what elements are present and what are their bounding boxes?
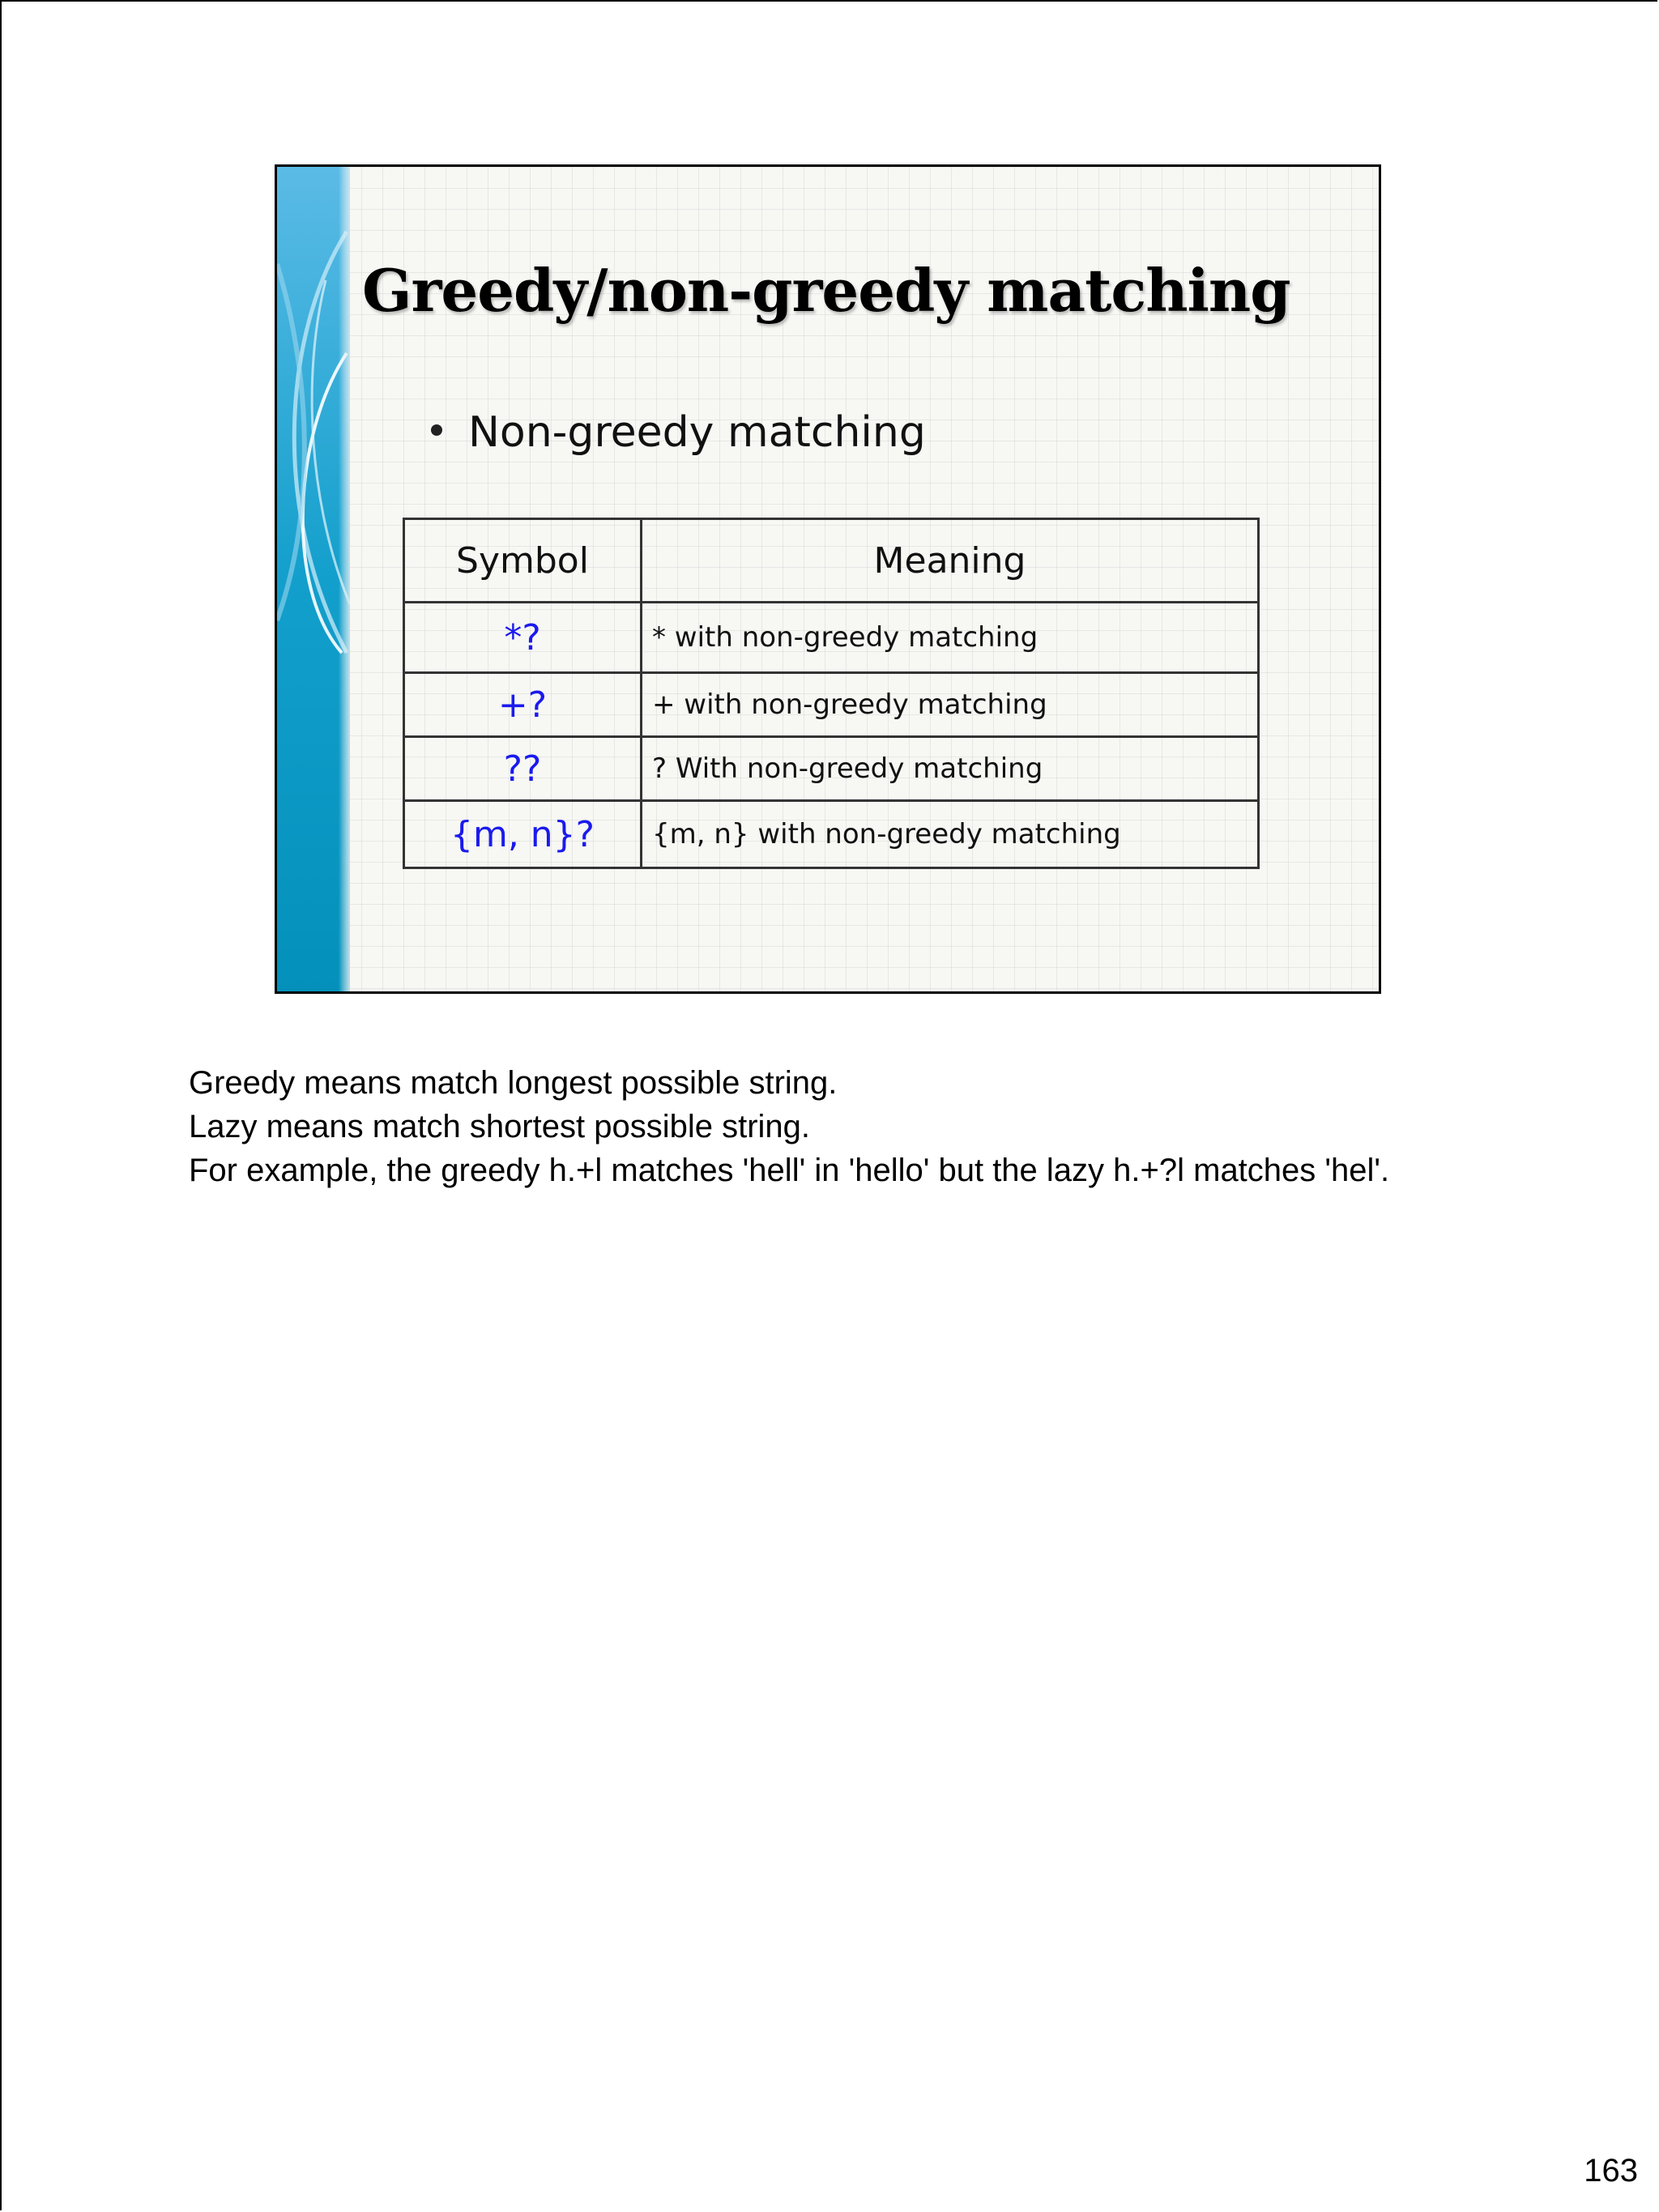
slide-side-decoration xyxy=(277,167,350,991)
table-cell-symbol: {m, n}? xyxy=(404,801,642,868)
table-row xyxy=(404,737,1259,801)
bullet-text: Non-greedy matching xyxy=(468,408,926,457)
table-cell-meaning: + with non-greedy matching xyxy=(642,673,1259,737)
table-cell-symbol: +? xyxy=(404,673,642,737)
notes-line: Greedy means match longest possible string. xyxy=(189,1065,838,1101)
bullet-point xyxy=(431,408,926,457)
notes-line: For example, the greedy h.+l matches 'hell' in 'hello' but the lazy h.+?l matches 'hel'. xyxy=(189,1153,1390,1188)
symbol-table xyxy=(403,518,1260,869)
table-header-meaning: Meaning xyxy=(642,519,1259,603)
table-header-row xyxy=(404,519,1259,603)
page-number: 163 xyxy=(1584,2153,1638,2189)
table-row xyxy=(404,673,1259,737)
table-cell-meaning: * with non-greedy matching xyxy=(642,603,1259,673)
notes-line: Lazy means match shortest possible string. xyxy=(189,1109,811,1144)
table-row xyxy=(404,801,1259,868)
table-cell-symbol: *? xyxy=(404,603,642,673)
speaker-notes xyxy=(189,1061,1389,1192)
bullet-icon xyxy=(431,424,442,436)
table-row xyxy=(404,603,1259,673)
slide-title: Greedy/non-greedy matching xyxy=(362,256,1290,325)
table-cell-meaning: ? With non-greedy matching xyxy=(642,737,1259,801)
table-header-symbol: Symbol xyxy=(404,519,642,603)
table-cell-meaning: {m, n} with non-greedy matching xyxy=(642,801,1259,868)
slide-image xyxy=(275,164,1381,994)
table-cell-symbol: ?? xyxy=(404,737,642,801)
